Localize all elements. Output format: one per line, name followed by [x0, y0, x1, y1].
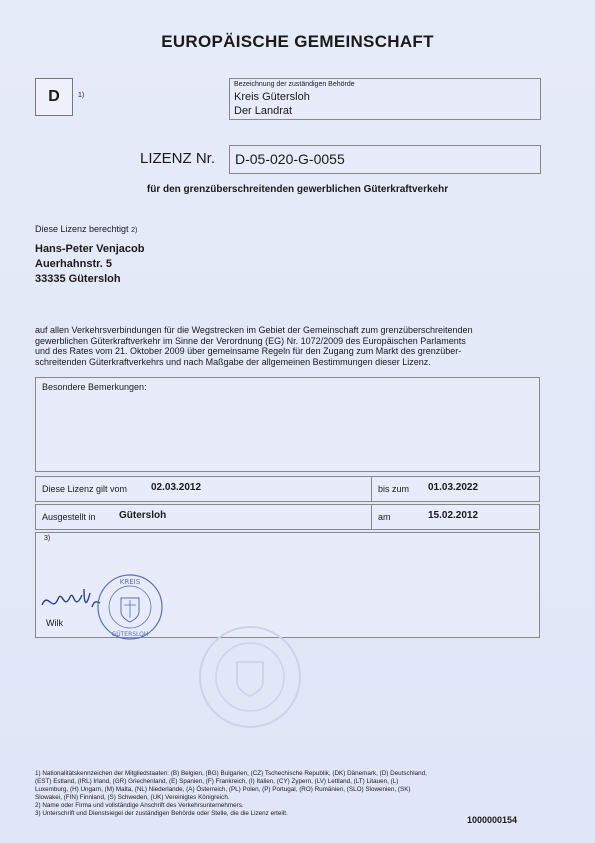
- holder-street: Auerhahnstr. 5: [35, 258, 113, 270]
- footnote-marker-3: 3): [44, 535, 51, 542]
- body-line: gewerblichen Güterkraftverkehr im Sinne der Verordnung (EG) Nr. 1072/2009 des Europäischen Parlaments: [35, 335, 466, 346]
- license-number: D-05-020-G-0055: [235, 151, 345, 167]
- authority-box: [229, 78, 541, 120]
- body-line: auf allen Verkehrsverbindungen für die Wegstrecken im Gebiet der Gemeinschaft zum grenzüberschreitenden: [35, 325, 473, 335]
- document-title: EUROPÄISCHE GEMEINSCHAFT: [161, 32, 434, 51]
- authority-line-1: Kreis Gütersloh: [234, 91, 310, 103]
- body-line: schreitenden Güterkraftverkehrs und nach Maßgabe der allgemeinen Bestimmungen dieser Lizenz.: [35, 356, 431, 367]
- license-number-box: [229, 145, 541, 174]
- issued-date-label: am: [378, 512, 391, 522]
- svg-text:KREIS: KREIS: [119, 578, 141, 586]
- issued-date: 15.02.2012: [428, 510, 479, 521]
- license-body-text: [35, 325, 545, 367]
- remarks-box: [35, 377, 540, 472]
- footnote-line: 1) Nationalitätskennzeichen der Mitgliedstaaten: (B) Belgien, (BG) Bulgarien, (CZ) Tschechische Republik, (DK) Dänemark, (D) Deutschland,: [35, 770, 427, 777]
- issued-place: Gütersloh: [119, 510, 167, 521]
- official-stamp-icon: [95, 572, 165, 642]
- footnote-line: 2) Name oder Firma und vollständige Anschrift des Verkehrsunternehmers.: [35, 802, 244, 809]
- footnote-marker-2: 2): [131, 227, 138, 234]
- signatory-name: Wilk: [46, 618, 63, 628]
- footnote-line: (EST) Estland, (IRL) Irland, (GR) Griechenland, (E) Spanien, (F) Frankreich, (I) Italien, (CY) Zypern, (LV) Lettland, (LT) Litauen, (L): [35, 778, 399, 785]
- body-line: und des Rates vom 21. Oktober 2009 über gemeinsame Regeln für den Zugang zum Markt des grenzüber-: [35, 346, 462, 356]
- authority-caption: Bezeichnung der zuständigen Behörde: [234, 81, 355, 88]
- footnote-line: Slowakei, (FIN) Finnland, (S) Schweden, (UK) Vereinigtes Königreich.: [35, 794, 230, 801]
- row-divider: [371, 505, 372, 529]
- holder-name: Hans-Peter Venjacob: [35, 243, 145, 255]
- footnote-line: Luxemburg, (H) Ungarn, (M) Malta, (NL) Niederlande, (A) Österreich, (PL) Polen, (P) Portugal, (RO) Rumänien, (SLO) Slowenien, (SK): [35, 786, 411, 793]
- valid-to-date: 01.03.2022: [428, 482, 479, 493]
- valid-from-date: 02.03.2012: [151, 482, 202, 493]
- valid-to-label: bis zum: [378, 484, 410, 494]
- entitles-label: Diese Lizenz berechtigt 2): [35, 224, 138, 234]
- country-code-box: [35, 78, 73, 116]
- row-divider: [371, 477, 372, 501]
- serial-number: 1000000154: [467, 815, 518, 825]
- footnotes: [35, 770, 555, 818]
- issued-row: [35, 504, 540, 530]
- license-label: LIZENZ Nr.: [140, 150, 216, 167]
- valid-from-label: Diese Lizenz gilt vom: [42, 484, 128, 494]
- svg-text:GÜTERSLOH: GÜTERSLOH: [111, 631, 149, 638]
- license-subtitle: für den grenzüberschreitenden gewerblichen Güterkraftverkehr: [146, 184, 449, 195]
- footnote-marker-1: 1): [78, 92, 85, 99]
- issued-place-label: Ausgestellt in: [42, 512, 96, 522]
- footnote-line: 3) Unterschrift und Dienstsiegel der zuständigen Behörde oder Stelle, die die Lizenz erteilt.: [35, 810, 288, 817]
- holder-city: 33335 Gütersloh: [35, 273, 121, 285]
- authority-line-2: Der Landrat: [234, 105, 293, 117]
- validity-row: [35, 476, 540, 502]
- license-holder: [35, 242, 144, 287]
- embossed-seal-icon: [195, 622, 305, 732]
- country-code: D: [48, 88, 60, 105]
- remarks-label: Besondere Bemerkungen:: [42, 382, 147, 392]
